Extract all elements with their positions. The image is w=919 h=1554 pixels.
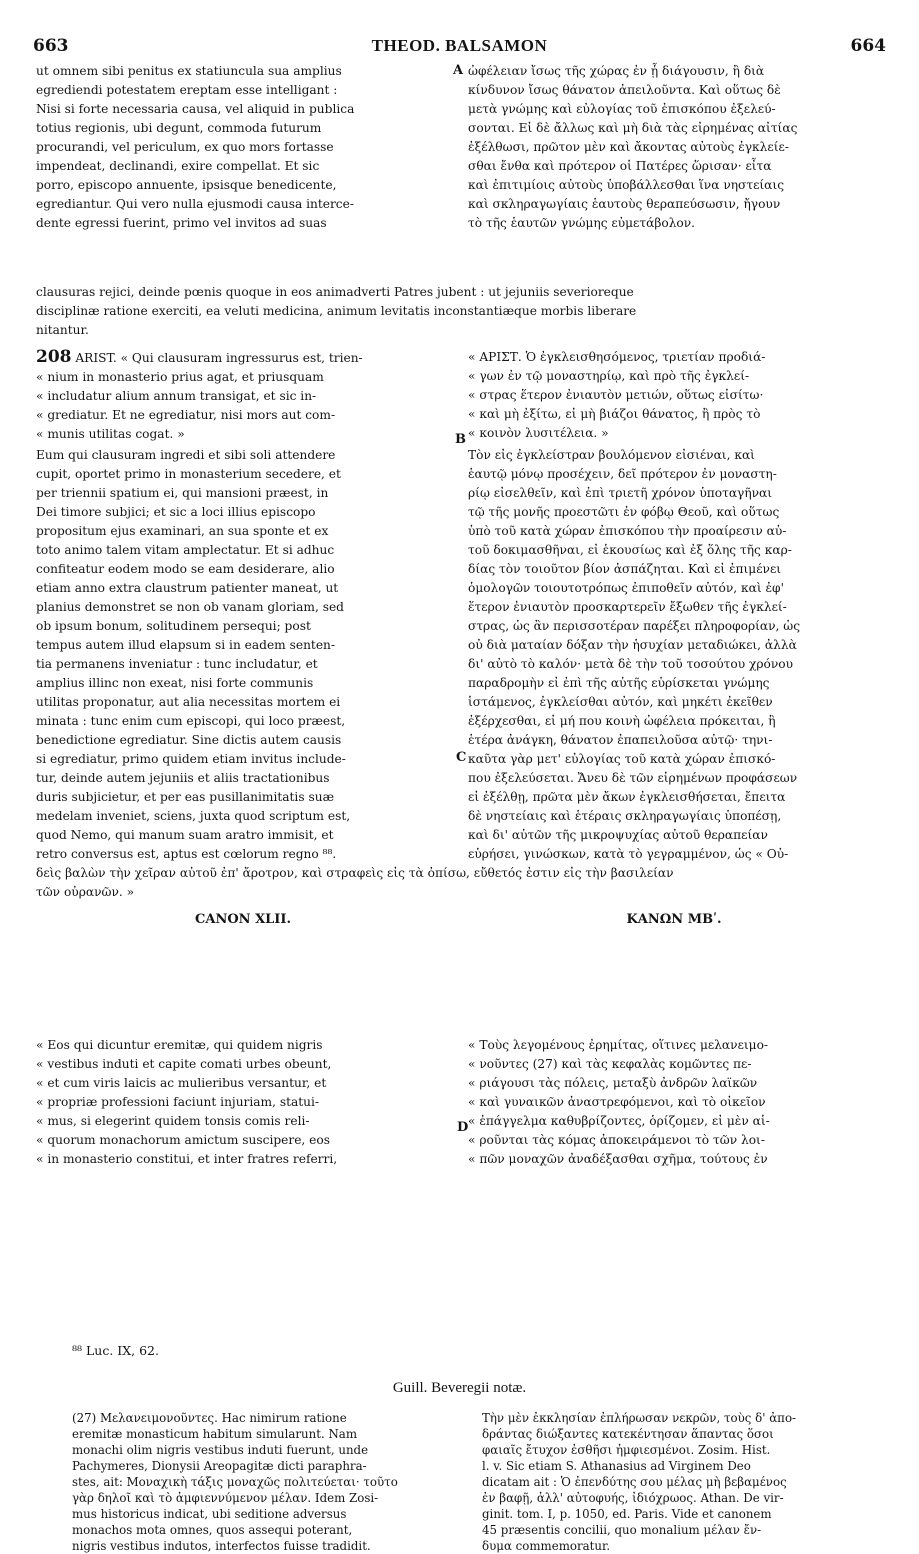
- note-line: monachi olim nigris vestibus induti fuerunt, unde: [72, 1443, 369, 1457]
- latin-line: benedictione egrediatur. Sine dictis autem causis: [36, 733, 342, 747]
- latin-line: si egrediatur, primo quidem etiam invitus include-: [36, 752, 346, 766]
- latin-line: dente egressi fuerint, primo vel invitos ad suas: [36, 216, 327, 230]
- greek-line: ἱστάμενος, ἐγκλείσθαι αὐτόν, καὶ μηκέτι ἐκεῖθεν: [468, 695, 773, 709]
- greek-line: καῦτα γὰρ μετ' εὐλογίας τοῦ κατὰ χώραν ἐπισκό-: [468, 752, 776, 766]
- note-line: eremitæ monasticum habitum simularunt. Nam: [72, 1427, 358, 1441]
- arist-latin-line: « includatur alium annum transigat, et sic in-: [36, 389, 317, 403]
- canon-greek-line: « Τοὺς λεγομένους ἐρημίτας, οἵτινες μελανειμο-: [468, 1038, 769, 1052]
- footnote: ⁸⁸ Luc. IX, 62.: [72, 1343, 159, 1358]
- canon-greek-line: « ροῦνται τὰς κόμας ἀποκειράμενοι τὸ τῶν λοι-: [468, 1133, 765, 1147]
- greek-line: οὐ διὰ ματαίαν δόξαν τὴν ἡσυχίαν μεταδιώκει, ἀλλὰ: [468, 638, 797, 652]
- greek-full-width: [36, 864, 880, 902]
- greek-line: Τὸν εἰς ἐγκλείστραν βουλόμενον εἰσιέναι, καὶ: [468, 448, 755, 462]
- note-line: δράντας διώξαντες κατεκέντησαν ἅπαντας ὅσοι: [482, 1427, 774, 1441]
- greek-line: εἰ ἐξέλθῃ, πρῶτα μὲν ἄκων ἐγκλεισθήσεται, ἔπειτα: [468, 790, 786, 804]
- note-line: dicatam ait : Ὁ ἐπενδύτης σου μέλας μὴ βεβαμένος: [482, 1475, 787, 1489]
- latin-line: nitantur.: [36, 323, 89, 337]
- latin-line: amplius illinc non exeat, nisi forte communis: [36, 676, 314, 690]
- note-line: nigris vestibus indutos, interfectos fuisse tradidit.: [72, 1539, 371, 1553]
- greek-line: τὸ τῆς ἑαυτῶν γνώμης εὐμετάβολον.: [468, 216, 696, 230]
- greek-line: εὑρήσει, γινώσκων, κατὰ τὸ γεγραμμένον, ὡς « Οὐ-: [468, 847, 789, 861]
- note-line: 45 præsentis concilii, quo monalium μέλαν ἔν-: [482, 1523, 762, 1537]
- running-title: THEOD. BALSAMON: [371, 36, 548, 55]
- greek-line: ρίῳ εἰσελθεῖν, καὶ ἐπὶ τριετῆ χρόνον ὑποταγῆναι: [468, 486, 773, 500]
- note-line: ginit. tom. I, p. 1050, ed. Paris. Vide et canonem: [482, 1507, 772, 1521]
- canon-greek-line: « ριάγουσι τὰς πόλεις, μεταξὺ ἀνδρῶν λαϊκῶν: [468, 1076, 758, 1090]
- latin-line: medelam inveniet, sciens, juxta quod scriptum est,: [36, 809, 351, 823]
- greek-line: σθαι ἔνθα καὶ πρότερον οἱ Πατέρες ὥρισαν· εἶτα: [468, 159, 772, 173]
- latin-line: Eum qui clausuram ingredi et sibi soli attendere: [36, 448, 336, 462]
- greek-line: δι' αὐτὸ τὸ καλόν· μετὰ δὲ τὴν τοῦ τοσούτου χρόνου: [468, 657, 794, 671]
- margin-marker-b: B: [455, 432, 466, 447]
- arist-latin-line: « grediatur. Et ne egrediatur, nisi mors aut com-: [36, 408, 336, 422]
- greek-line: σονται. Εἰ δὲ ἄλλως καὶ μὴ διὰ τὰς εἰρημένας αἰτίας: [468, 121, 798, 135]
- note-line: l. v. Sic etiam S. Athanasius ad Virginem Deo: [482, 1459, 751, 1473]
- latin-line: procurandi, vel periculum, ex quo mors fortasse: [36, 140, 334, 154]
- latin-line: impendeat, declinandi, exire compellat. Et sic: [36, 159, 320, 173]
- greek-line: τῶν οὐρανῶν. »: [36, 885, 135, 899]
- arist-greek-line: « καὶ μὴ ἐξίτω, εἰ μὴ βιάζοι θάνατος, ἢ πρὸς τὸ: [468, 407, 761, 421]
- latin-line: ut omnem sibi penitus ex statiuncula sua amplius: [36, 64, 342, 78]
- latin-line: retro conversus est, aptus est cœlorum regno ⁸⁸.: [36, 847, 337, 861]
- greek-line: δεὶς βαλὼν τὴν χεῖραν αὐτοῦ ἐπ' ἄροτρον, καὶ στραφεὶς εἰς τὰ ὀπίσω, εὔθετός ἐστιν εἰς τὴν βασιλείαν: [36, 866, 674, 880]
- greek-line: ἐξέλθωσι, πρῶτον μὲν καὶ ἄκοντας αὐτοὺς ἐγκλείε-: [468, 140, 789, 154]
- greek-line: τοῦ δοκιμασθῆναι, εἰ ἑκουσίως καὶ ἐξ ὅλης τῆς καρ-: [468, 543, 792, 557]
- latin-line: minata : tunc enim cum episcopi, qui loco præest,: [36, 714, 346, 728]
- greek-line: ὁμολογῶν τοιουτοτρόπως ἐπιποθεῖν αὐτόν, καὶ ἐφ': [468, 581, 784, 595]
- greek-line: τῷ τῆς μονῆς προεστῶτι ἐν φόβῳ Θεοῦ, καὶ οὕτως: [468, 505, 780, 519]
- latin-line: toto animo talem vitam amplectatur. Et si adhuc: [36, 543, 335, 557]
- canon-text-greek: [468, 1036, 880, 1169]
- canon-greek-line: « καὶ γυναικῶν ἀναστρεφόμενοι, καὶ τὸ οἰκεῖον: [468, 1095, 766, 1109]
- latin-line: Dei timore subjici; et sic a loci illius episcopo: [36, 505, 316, 519]
- latin-line: Nisi si forte necessaria causa, vel aliquid in publica: [36, 102, 355, 116]
- note-line: (27) Μελανειμονοῦντες. Hac nimirum ratione: [72, 1411, 347, 1425]
- canon-latin-line: « in monasterio constitui, et inter fratres referri,: [36, 1152, 338, 1166]
- page-number-left: 663: [33, 36, 69, 56]
- latin-line: totius regionis, ubi degunt, commoda futurum: [36, 121, 322, 135]
- greek-line: δίας τὸν τοιοῦτον βίον ἀσπάζηται. Καὶ εἰ ἐπιμένει: [468, 562, 782, 576]
- latin-line: cupit, oportet primo in monasterium secedere, et: [36, 467, 341, 481]
- latin-line: duris subjicietur, et per eas pusillanimitatis suæ: [36, 790, 335, 804]
- canon-title-latin: CANON XLII.: [195, 912, 291, 927]
- greek-commentary: [468, 446, 880, 864]
- arist-latin-line: 208 ARIST. « Qui clausuram ingressurus est, trien-: [36, 348, 363, 367]
- greek-line: ἑαυτῷ μόνῳ προσέχειν, δεῖ πρότερον ἐν μοναστη-: [468, 467, 777, 481]
- arist-greek-line: « κοινὸν λυσιτέλεια. »: [468, 426, 609, 440]
- greek-line: ἑτέρα ἀνάγκη, θάνατον ἐπαπειλοῦσα αὐτῷ· τηνι-: [468, 733, 773, 747]
- notes-column-right: [482, 1410, 882, 1554]
- latin-line: disciplinæ ratione exerciti, ea veluti medicina, animum levitatis inconstantiæque morbis liberare: [36, 304, 637, 318]
- latin-line: propositum ejus examinari, an sua sponte et ex: [36, 524, 329, 538]
- note-line: γὰρ δηλοῖ καὶ τὸ ἀμφιεννύμενον μέλαν. Idem Zosi-: [72, 1491, 379, 1505]
- arist-latin-line: « nium in monasterio prius agat, et priusquam: [36, 370, 324, 384]
- latin-line: utilitas proponatur, aut alia necessitas mortem ei: [36, 695, 341, 709]
- greek-line: στρας, ὡς ἂν περισσοτέραν παρέξει πληροφορίαν, ὡς: [468, 619, 801, 633]
- greek-line: κίνδυνον ἴσως θάνατον ἀπειλοῦντα. Καὶ οὕτως δὲ: [468, 83, 781, 97]
- latin-line: egrediantur. Qui vero nulla ejusmodi causa interce-: [36, 197, 354, 211]
- greek-line: ἕτερον ἐνιαυτὸν προσκαρτερεῖν ἔξωθεν τῆς ἐγκλεί-: [468, 600, 787, 614]
- margin-marker-d: D: [457, 1120, 469, 1135]
- latin-line: clausuras rejici, deinde pœnis quoque in eos animadverti Patres jubent : ut jejuniis severioreque: [36, 285, 634, 299]
- note-line: Τὴν μὲν ἐκκλησίαν ἐπλήρωσαν νεκρῶν, τοὺς δ' ἀπο-: [482, 1411, 797, 1425]
- greek-line: καὶ δι' αὐτῶν τῆς μικροψυχίας αὐτοῦ θεραπείαν: [468, 828, 768, 842]
- arist-latin: [36, 348, 450, 444]
- greek-line: μετὰ γνώμης καὶ εὐλογίας τοῦ ἐπισκόπου ἐξελεύ-: [468, 102, 776, 116]
- canon-text-latin: [36, 1036, 450, 1169]
- arist-greek-line: « γων ἐν τῷ μοναστηρίῳ, καὶ πρὸ τῆς ἐγκλεί-: [468, 369, 750, 383]
- note-line: monachos mota omnes, quos assequi poterant,: [72, 1523, 353, 1537]
- margin-marker-a: A: [453, 63, 464, 78]
- note-line: φαιαῖς ἔτυχον ἐσθῆσι ἠμφιεσμένοι. Zosim. Hist.: [482, 1443, 771, 1457]
- canon-greek-line: « πῶν μοναχῶν ἀναδέξασθαι σχῆμα, τούτους ἐν: [468, 1152, 768, 1166]
- greek-line: ὑπὸ τοῦ κατὰ χώραν ἐπισκόπου τὴν προαίρεσιν αὐ-: [468, 524, 787, 538]
- latin-line: tempus autem illud elapsum si in eadem senten-: [36, 638, 335, 652]
- note-line: mus historicus indicat, ubi seditione adversus: [72, 1507, 347, 1521]
- notes-column-left: [72, 1410, 466, 1554]
- greek-line: δὲ νηστείαις καὶ ἑτέραις σκληραγωγίαις ὑποπέσῃ,: [468, 809, 782, 823]
- greek-line: καὶ ἐπιτιμίοις αὐτοὺς ὑποβάλλεσθαι ἵνα νηστείαις: [468, 178, 785, 192]
- canon-latin-line: « et cum viris laicis ac mulieribus versantur, et: [36, 1076, 327, 1090]
- latin-full-width-top: [36, 283, 880, 340]
- note-line: Pachymeres, Dionysii Areopagitæ dicti paraphra-: [72, 1459, 367, 1473]
- note-line: δυμα commemoratur.: [482, 1539, 611, 1553]
- canon-latin-line: « vestibus induti et capite comati urbes obeunt,: [36, 1057, 332, 1071]
- latin-line: ob ipsum bonum, solitudinem persequi; post: [36, 619, 311, 633]
- latin-line: per triennii spatium ei, qui mansioni præest, in: [36, 486, 329, 500]
- canon-latin-line: « Eos qui dicuntur eremitæ, qui quidem nigris: [36, 1038, 323, 1052]
- greek-column-top: [468, 62, 880, 233]
- latin-line: egrediendi potestatem ereptam esse intelligant :: [36, 83, 338, 97]
- latin-line: quod Nemo, qui manum suam aratro immisit, et: [36, 828, 334, 842]
- page-number-right: 664: [850, 36, 886, 56]
- greek-line: που ἐξελεύσεται. Ἄνευ δὲ τῶν εἰρημένων προφάσεων: [468, 771, 798, 785]
- canon-greek-line: « ἐπάγγελμα καθυβρίζοντες, ὁρίζομεν, εἰ μὲν αἱ-: [468, 1114, 770, 1128]
- greek-line: ἐξέρχεσθαι, εἰ μή που κοινὴ ὠφέλεια πρόκειται, ἢ: [468, 714, 776, 728]
- note-line: stes, ait: Μοναχικὴ τάξις μοναχῶς πολιτεύεται· τοῦτο: [72, 1475, 398, 1489]
- latin-line: tia permanens inveniatur : tunc includatur, et: [36, 657, 318, 671]
- greek-line: παραδρομὴν εἰ ἐπὶ τῆς αὐτῆς εὑρίσκεται γνώμης: [468, 676, 770, 690]
- latin-column-top: [36, 62, 450, 233]
- margin-marker-c: C: [456, 750, 467, 765]
- arist-greek: [468, 348, 880, 443]
- latin-commentary: [36, 446, 450, 864]
- canon-title-greek: ΚΑΝΩΝ ΜΒʹ.: [626, 912, 722, 927]
- canon-latin-line: « quorum monachorum amictum suscipere, eos: [36, 1133, 330, 1147]
- latin-line: confiteatur eodem modo se eam desiderare, alio: [36, 562, 335, 576]
- notes-heading: Guill. Beveregii notæ.: [392, 1380, 527, 1396]
- column-number: 208: [36, 348, 72, 367]
- latin-line: tur, deinde autem jejuniis et aliis tractationibus: [36, 771, 330, 785]
- greek-line: καὶ σκληραγωγίαις ἑαυτοὺς θεραπεύσωσιν, ἤγουν: [468, 197, 781, 211]
- arist-greek-line: « ΑΡΙΣΤ. Ὁ ἐγκλεισθησόμενος, τριετίαν προδιά-: [468, 350, 766, 364]
- latin-line: planius demonstret se non ob vanam gloriam, sed: [36, 600, 344, 614]
- arist-greek-line: « στρας ἕτερον ἐνιαυτὸν μετιών, οὕτως εἰσίτω·: [468, 388, 764, 402]
- latin-line: porro, episcopo annuente, ipsisque benedicente,: [36, 178, 337, 192]
- canon-latin-line: « mus, si elegerint quidem tonsis comis reli-: [36, 1114, 310, 1128]
- note-line: ἐν βαφῇ, ἀλλ' αὐτοφυής, ἰδιόχρωος. Athan. De vir-: [482, 1491, 784, 1505]
- arist-latin-line: « munis utilitas cogat. »: [36, 427, 185, 441]
- canon-greek-line: « νοῦντες (27) καὶ τὰς κεφαλὰς κομῶντες πε-: [468, 1057, 752, 1071]
- latin-line: etiam anno extra claustrum patienter maneat, ut: [36, 581, 339, 595]
- canon-latin-line: « propriæ professioni faciunt injuriam, statui-: [36, 1095, 320, 1109]
- greek-line: ὠφέλειαν ἴσως τῆς χώρας ἐν ᾗ διάγουσιν, ἢ διὰ: [468, 64, 765, 78]
